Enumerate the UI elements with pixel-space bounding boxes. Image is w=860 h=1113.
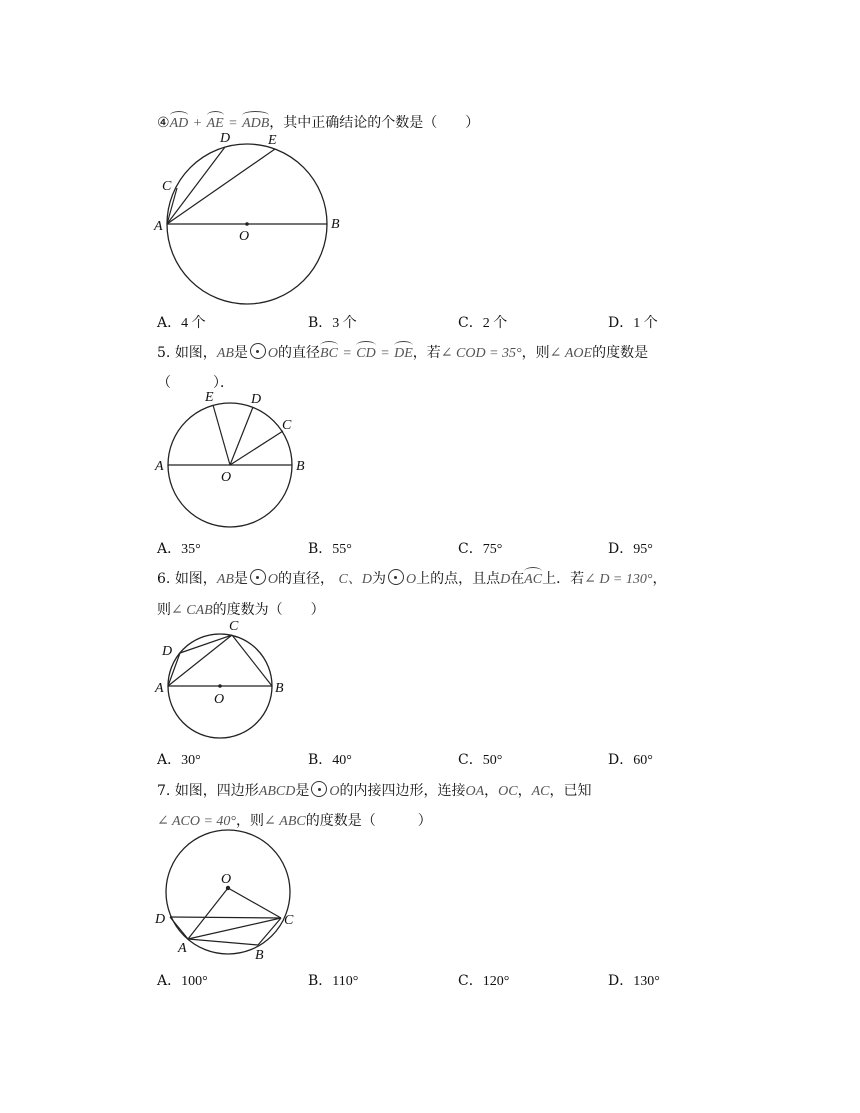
q5-label-a: A — [155, 459, 164, 474]
q5-answer-paren: （ ）． — [157, 375, 234, 391]
q7-question-line1: 7. 如图，四边形ABCD是 O的内接四边形，连接OA，OC，AC，已知 — [157, 783, 592, 799]
q5-radius-oe — [213, 405, 230, 465]
q7-option-d[interactable]: D．130° — [608, 973, 660, 989]
q6-option-b[interactable]: B．40° — [308, 752, 352, 768]
q6-option-a[interactable]: A．30° — [157, 752, 201, 768]
q6-label-d: D — [162, 644, 173, 659]
q4-label-d: D — [220, 131, 231, 146]
q4-plus: + — [192, 116, 203, 131]
q4-label-o: O — [239, 229, 250, 244]
q4-chord-ae — [167, 149, 275, 224]
q5-figure — [150, 385, 320, 530]
q6-label-b: B — [275, 681, 284, 696]
circle-symbol-icon — [250, 569, 266, 585]
q7-figure — [150, 826, 310, 966]
q7-option-b[interactable]: B．110° — [308, 973, 359, 989]
q4-equals: = — [228, 116, 238, 131]
q7-label-b: B — [255, 948, 264, 963]
q7-radius-oc — [228, 888, 281, 918]
circle-symbol-icon — [388, 569, 404, 585]
q5-radius-od — [230, 407, 253, 465]
q7-label-c: C — [284, 913, 294, 928]
q5-option-c[interactable]: C．75° — [458, 541, 503, 557]
q6-question-line1: 6. 如图，AB是 O的直径， C、D为 O上的点，且点D在AC上．若∠ D = 130°， — [157, 571, 667, 587]
q5-arc-bc: BC — [320, 346, 338, 361]
q5-arc-cd: CD — [356, 346, 376, 361]
q5-option-d[interactable]: D．95° — [608, 541, 653, 557]
q5-question: 5. 如图，AB是 O的直径BC = CD = DE，若∠ COD = 35°，则∠ AOE的度数是 — [157, 345, 649, 361]
q5-option-b[interactable]: B．55° — [308, 541, 352, 557]
q5-label-o: O — [221, 470, 232, 485]
q7-question-line2: ∠ ACO = 40°，则∠ ABC的度数是（ ） — [157, 813, 432, 829]
q5-option-a[interactable]: A．35° — [157, 541, 201, 557]
q5-label-c: C — [282, 418, 292, 433]
q6-option-d[interactable]: D．60° — [608, 752, 653, 768]
q4-option-b[interactable]: B．3 个 — [308, 315, 357, 331]
q7-label-o: O — [221, 872, 232, 887]
q7-chord-da — [170, 917, 188, 939]
q6-label-a: A — [155, 681, 164, 696]
q4-option-c[interactable]: C．2 个 — [458, 315, 508, 331]
q4-label-b: B — [331, 217, 340, 232]
q6-arc-ac: AC — [524, 572, 543, 587]
q4-option-d[interactable]: D．1 个 — [608, 315, 658, 331]
q6-question-line2: 则∠ CAB的度数为（ ） — [157, 602, 325, 618]
q4-center-point — [245, 222, 249, 226]
q5-label-d: D — [251, 392, 262, 407]
q4-option-a[interactable]: A．4 个 — [157, 315, 206, 331]
q7-label-d: D — [155, 912, 166, 927]
q7-option-a[interactable]: A．100° — [157, 973, 208, 989]
q7-chord-dc — [170, 917, 281, 918]
q4-figure — [150, 128, 350, 308]
q4-arc-ad: AD — [169, 116, 189, 131]
q4-chord-ad — [167, 147, 225, 224]
q4-statement-number: ④ — [157, 115, 170, 131]
q4-label-a: A — [154, 219, 163, 234]
q4-statement-text: ，其中正确结论的个数是（ ） — [269, 115, 480, 131]
circle-symbol-icon — [311, 781, 327, 797]
q4-arc-adb: ADB — [242, 116, 270, 131]
q5-label-b: B — [296, 459, 305, 474]
q7-chord-ab — [188, 939, 258, 945]
q7-label-a: A — [178, 941, 187, 956]
q4-label-c: C — [162, 179, 172, 194]
q5-radius-oc — [230, 431, 283, 465]
q4-label-e: E — [268, 133, 277, 148]
q6-label-c: C — [229, 619, 239, 634]
q5-arc-de: DE — [394, 346, 413, 361]
q6-label-o: O — [214, 692, 225, 707]
q4-arc-ae: AE — [206, 116, 224, 131]
q6-option-c[interactable]: C．50° — [458, 752, 503, 768]
q6-chord-dc — [180, 635, 232, 653]
q6-center-point — [218, 684, 222, 688]
q6-figure — [150, 615, 300, 745]
q5-label-e: E — [205, 390, 214, 405]
q7-option-c[interactable]: C．120° — [458, 973, 510, 989]
circle-symbol-icon — [250, 343, 266, 359]
